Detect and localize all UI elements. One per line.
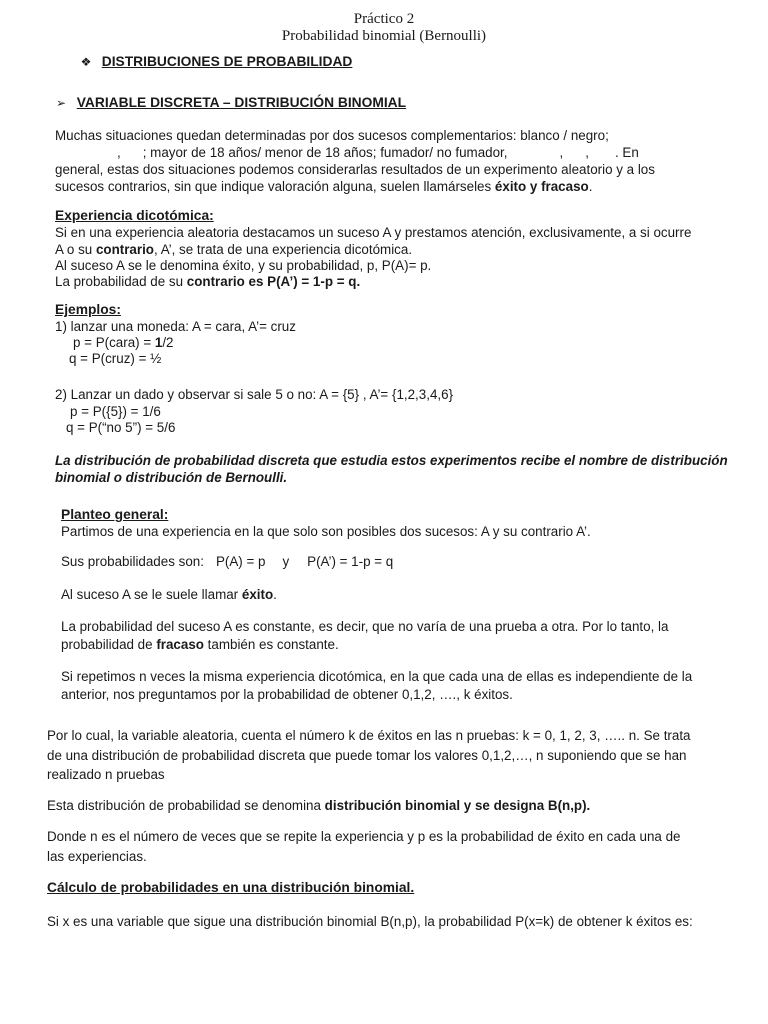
document-title: Práctico 2 xyxy=(353,11,415,27)
planteo-repeticion-line-1: Si repetimos n veces la misma experiencia dicotómica, en la que cada una de ellas es independiente de la xyxy=(61,669,693,684)
ejemplo-2-q: q = P(“no 5”) = 5/6 xyxy=(66,420,176,435)
planteo-exito: Al suceso A se le suele llamar éxito. xyxy=(61,587,277,602)
intro-line-1: Muchas situaciones quedan determinadas por dos sucesos complementarios: blanco / negro; xyxy=(55,128,609,143)
body-paragraph-1-line-2: de una distribución de probabilidad discreta que puede tomar los valores 0,1,2,…, n suponiendo que se han xyxy=(47,748,687,763)
planteo-line-1: Partimos de una experiencia en la que solo son posibles dos sucesos: A y su contrario A’. xyxy=(61,524,591,539)
body-paragraph-1-line-1: Por lo cual, la variable aleatoria, cuenta el número k de éxitos en las n pruebas: k = 0, 1, 2, 3, ….. n. Se trata xyxy=(47,728,691,743)
dicotomica-line-2: A o su contrario, A’, se trata de una experiencia dicotómica. xyxy=(55,242,413,257)
calculo-heading: Cálculo de probabilidades en una distribución binomial. xyxy=(47,880,415,895)
ejemplo-1-statement: 1) lanzar una moneda: A = cara, A’= cruz xyxy=(55,319,296,334)
planteo-heading: Planteo general: xyxy=(61,507,169,522)
intro-line-4: sucesos contrarios, sin que indique valoración alguna, suelen llamárseles éxito y fracaso. xyxy=(55,179,593,194)
conclusion-line-1: La distribución de probabilidad discreta que estudia estos experimentos recibe el nombre de distribución xyxy=(55,453,728,468)
planteo-constante-line-2: probabilidad de fracaso también es constante. xyxy=(61,637,339,652)
ejemplo-1-q: q = P(cruz) = ½ xyxy=(69,351,162,366)
ejemplo-2-p: p = P({5}) = 1/6 xyxy=(70,404,161,419)
ejemplo-2-statement: 2) Lanzar un dado y observar si sale 5 o no: A = {5} , A’= {1,2,3,4,6} xyxy=(55,387,454,402)
planteo-repeticion-line-2: anterior, nos preguntamos por la probabilidad de obtener 0,1,2, …., k éxitos. xyxy=(61,687,513,702)
dicotomica-heading: Experiencia dicotómica: xyxy=(55,208,214,223)
ejemplo-1-p: p = P(cara) = 1/2 xyxy=(73,335,174,350)
arrow-bullet-icon: ➢ xyxy=(55,96,67,110)
intro-line-3: general, estas dos situaciones podemos considerarlas resultados de un experimento aleatorio y a los xyxy=(55,162,655,177)
dicotomica-line-4: La probabilidad de su contrario es P(A’) = 1-p = q. xyxy=(55,274,361,289)
body-paragraph-3-line-1: Donde n es el número de veces que se repite la experiencia y p es la probabilidad de éxito en cada una de xyxy=(47,829,681,844)
body-paragraph-1-line-3: realizado n pruebas xyxy=(47,767,165,782)
ejemplos-heading: Ejemplos: xyxy=(55,302,121,317)
body-paragraph-3-line-2: las experiencias. xyxy=(47,849,147,864)
diamond-bullet-icon: ❖ xyxy=(80,55,92,69)
planteo-constante-line-1: La probabilidad del suceso A es constante, es decir, que no varía de una prueba a otra. Por lo tanto, la xyxy=(61,619,669,634)
planteo-probabilities: Sus probabilidades son: P(A) = p y P(A’) = 1-p = q xyxy=(61,554,394,569)
body-last-line: Si x es una variable que sigue una distribución binomial B(n,p), la probabilidad P(x=k) de obtener k éxitos es: xyxy=(47,914,693,929)
section-heading-binomial: ➢ VARIABLE DISCRETA – DISTRIBUCIÓN BINOMIAL xyxy=(55,94,406,113)
document-subtitle: Probabilidad binomial (Bernoulli) xyxy=(281,28,487,44)
intro-line-2: , ; mayor de 18 años/ menor de 18 años; fumador/ no fumador, , , . En xyxy=(117,145,639,160)
body-paragraph-2: Esta distribución de probabilidad se denomina distribución binomial y se designa B(n,p). xyxy=(47,798,591,813)
dicotomica-line-3: Al suceso A se le denomina éxito, y su probabilidad, p, P(A)= p. xyxy=(55,258,432,273)
section-heading-distribuciones: ❖ DISTRIBUCIONES DE PROBABILIDAD xyxy=(80,53,352,72)
dicotomica-line-1: Si en una experiencia aleatoria destacamos un suceso A y prestamos atención, exclusivamente, a si ocurre xyxy=(55,225,692,240)
conclusion-line-2: binomial o distribución de Bernoulli. xyxy=(55,470,288,485)
